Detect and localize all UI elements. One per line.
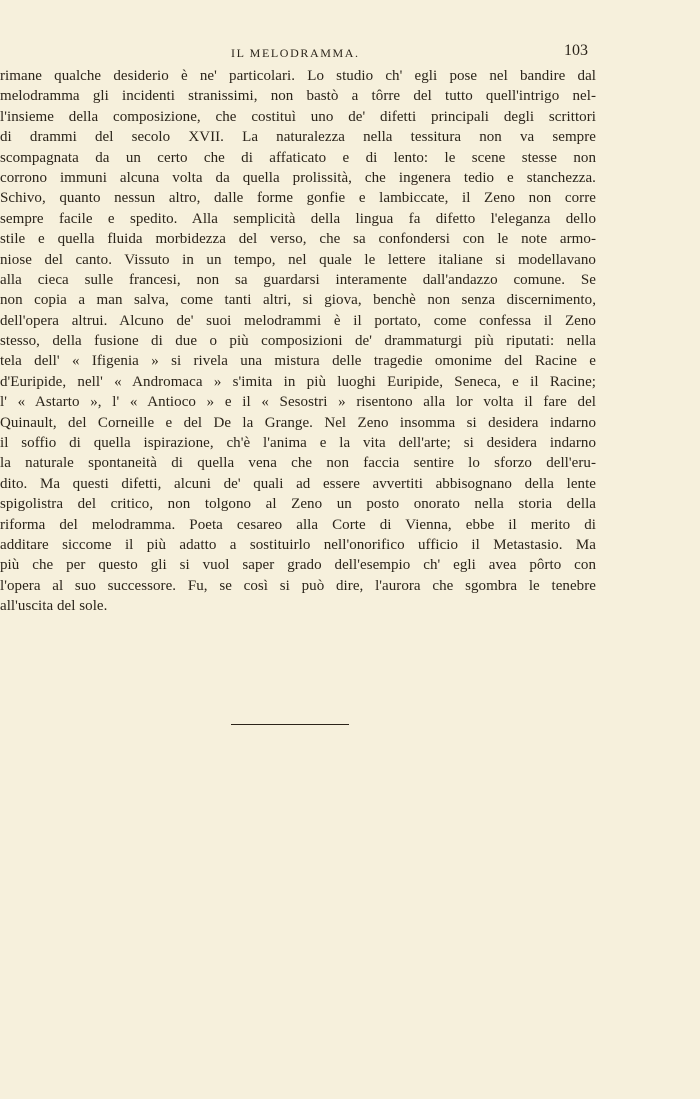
text-line: all'uscita del sole. [0, 598, 108, 615]
page-number: 103 [564, 42, 588, 59]
text-line: spigolistra del critico, non tolgono al Zeno un posto onorato nella storia della [0, 496, 596, 513]
running-head [0, 44, 700, 64]
text-line: stesso, della fusione di due o più composizioni de' drammaturgi più riputati: nella [0, 333, 596, 350]
text-line: additare siccome il più adatto a sostituirlo nell'onorifico ufficio il Metastasio. Ma [0, 536, 596, 553]
text-line: alla cieca sulle francesi, non sa guardarsi interamente dall'andazzo comune. Se [0, 271, 596, 288]
text-line: la naturale spontaneità di quella vena che non faccia sentire lo sforzo dell'eru- [0, 455, 596, 472]
text-line: tela dell' « Ifigenia » si rivela una mistura delle tragedie omonime del Racine e [0, 353, 596, 370]
text-line: Schivo, quanto nessun altro, dalle forme gonfie e lambiccate, il Zeno non corre [0, 190, 596, 207]
text-line: rimane qualche desiderio è ne' particolari. Lo studio ch' egli pose nel bandire dal [0, 68, 596, 84]
text-line: dell'opera altrui. Alcuno de' suoi melodrammi è il portato, come confessa il Zeno [0, 312, 596, 329]
text-line: riforma del melodramma. Poeta cesareo alla Corte di Vienna, ebbe il merito di [0, 516, 596, 533]
text-line: l' « Astarto », l' « Antioco » e il « Sesostri » risentono alla lor volta il fare del [0, 394, 596, 411]
text-line: di drammi del secolo XVII. La naturalezza nella tessitura non va sempre [0, 129, 596, 146]
text-line: Quinault, del Corneille e del De la Grange. Nel Zeno insomma si desidera indarno [0, 414, 596, 431]
text-line: l'insieme della composizione, che costituì uno de' difetti principali degli scrittori [0, 108, 596, 125]
text-line: il soffio di quella ispirazione, ch'è l'anima e la vita dell'arte; si desidera indarno [0, 435, 596, 452]
text-line: corrono immuni alcuna volta da quella prolissità, che ingenera tedio e stanchezza. [0, 169, 596, 186]
text-line: più che per questo gli si vuol saper grado dell'esempio ch' egli avea pôrto con [0, 557, 596, 574]
running-title: IL MELODRAMMA. [231, 46, 360, 60]
text-line: non copia a man salva, come tanti altri, si giova, benchè non senza discernimento, [0, 292, 596, 309]
text-line: stile e quella fluida morbidezza del verso, che sa confondersi con le note armo- [0, 231, 596, 248]
text-line: dito. Ma questi difetti, alcuni de' quali ad essere avvertiti abbisognano della lente [0, 475, 596, 492]
text-line: sempre facile e spedito. Alla semplicità della lingua fa difetto l'eleganza dello [0, 210, 596, 227]
text-line: d'Euripide, nell' « Andromaca » s'imita in più luoghi Euripide, Seneca, e il Racine; [0, 373, 596, 390]
section-end-rule [231, 724, 349, 725]
text-line: scompagnata da un certo che di affaticato e di lento: le scene stesse non [0, 149, 596, 166]
text-line: melodramma gli incidenti stranissimi, non bastò a tôrre del tutto quell'intrigo nel- [0, 88, 596, 105]
text-line: l'opera al suo successore. Fu, se così si può dire, l'aurora che sgombra le tenebre [0, 577, 596, 594]
body-paragraph [0, 66, 596, 617]
text-line: niose del canto. Vissuto in un tempo, nel quale le lettere italiane si modellavano [0, 251, 596, 268]
